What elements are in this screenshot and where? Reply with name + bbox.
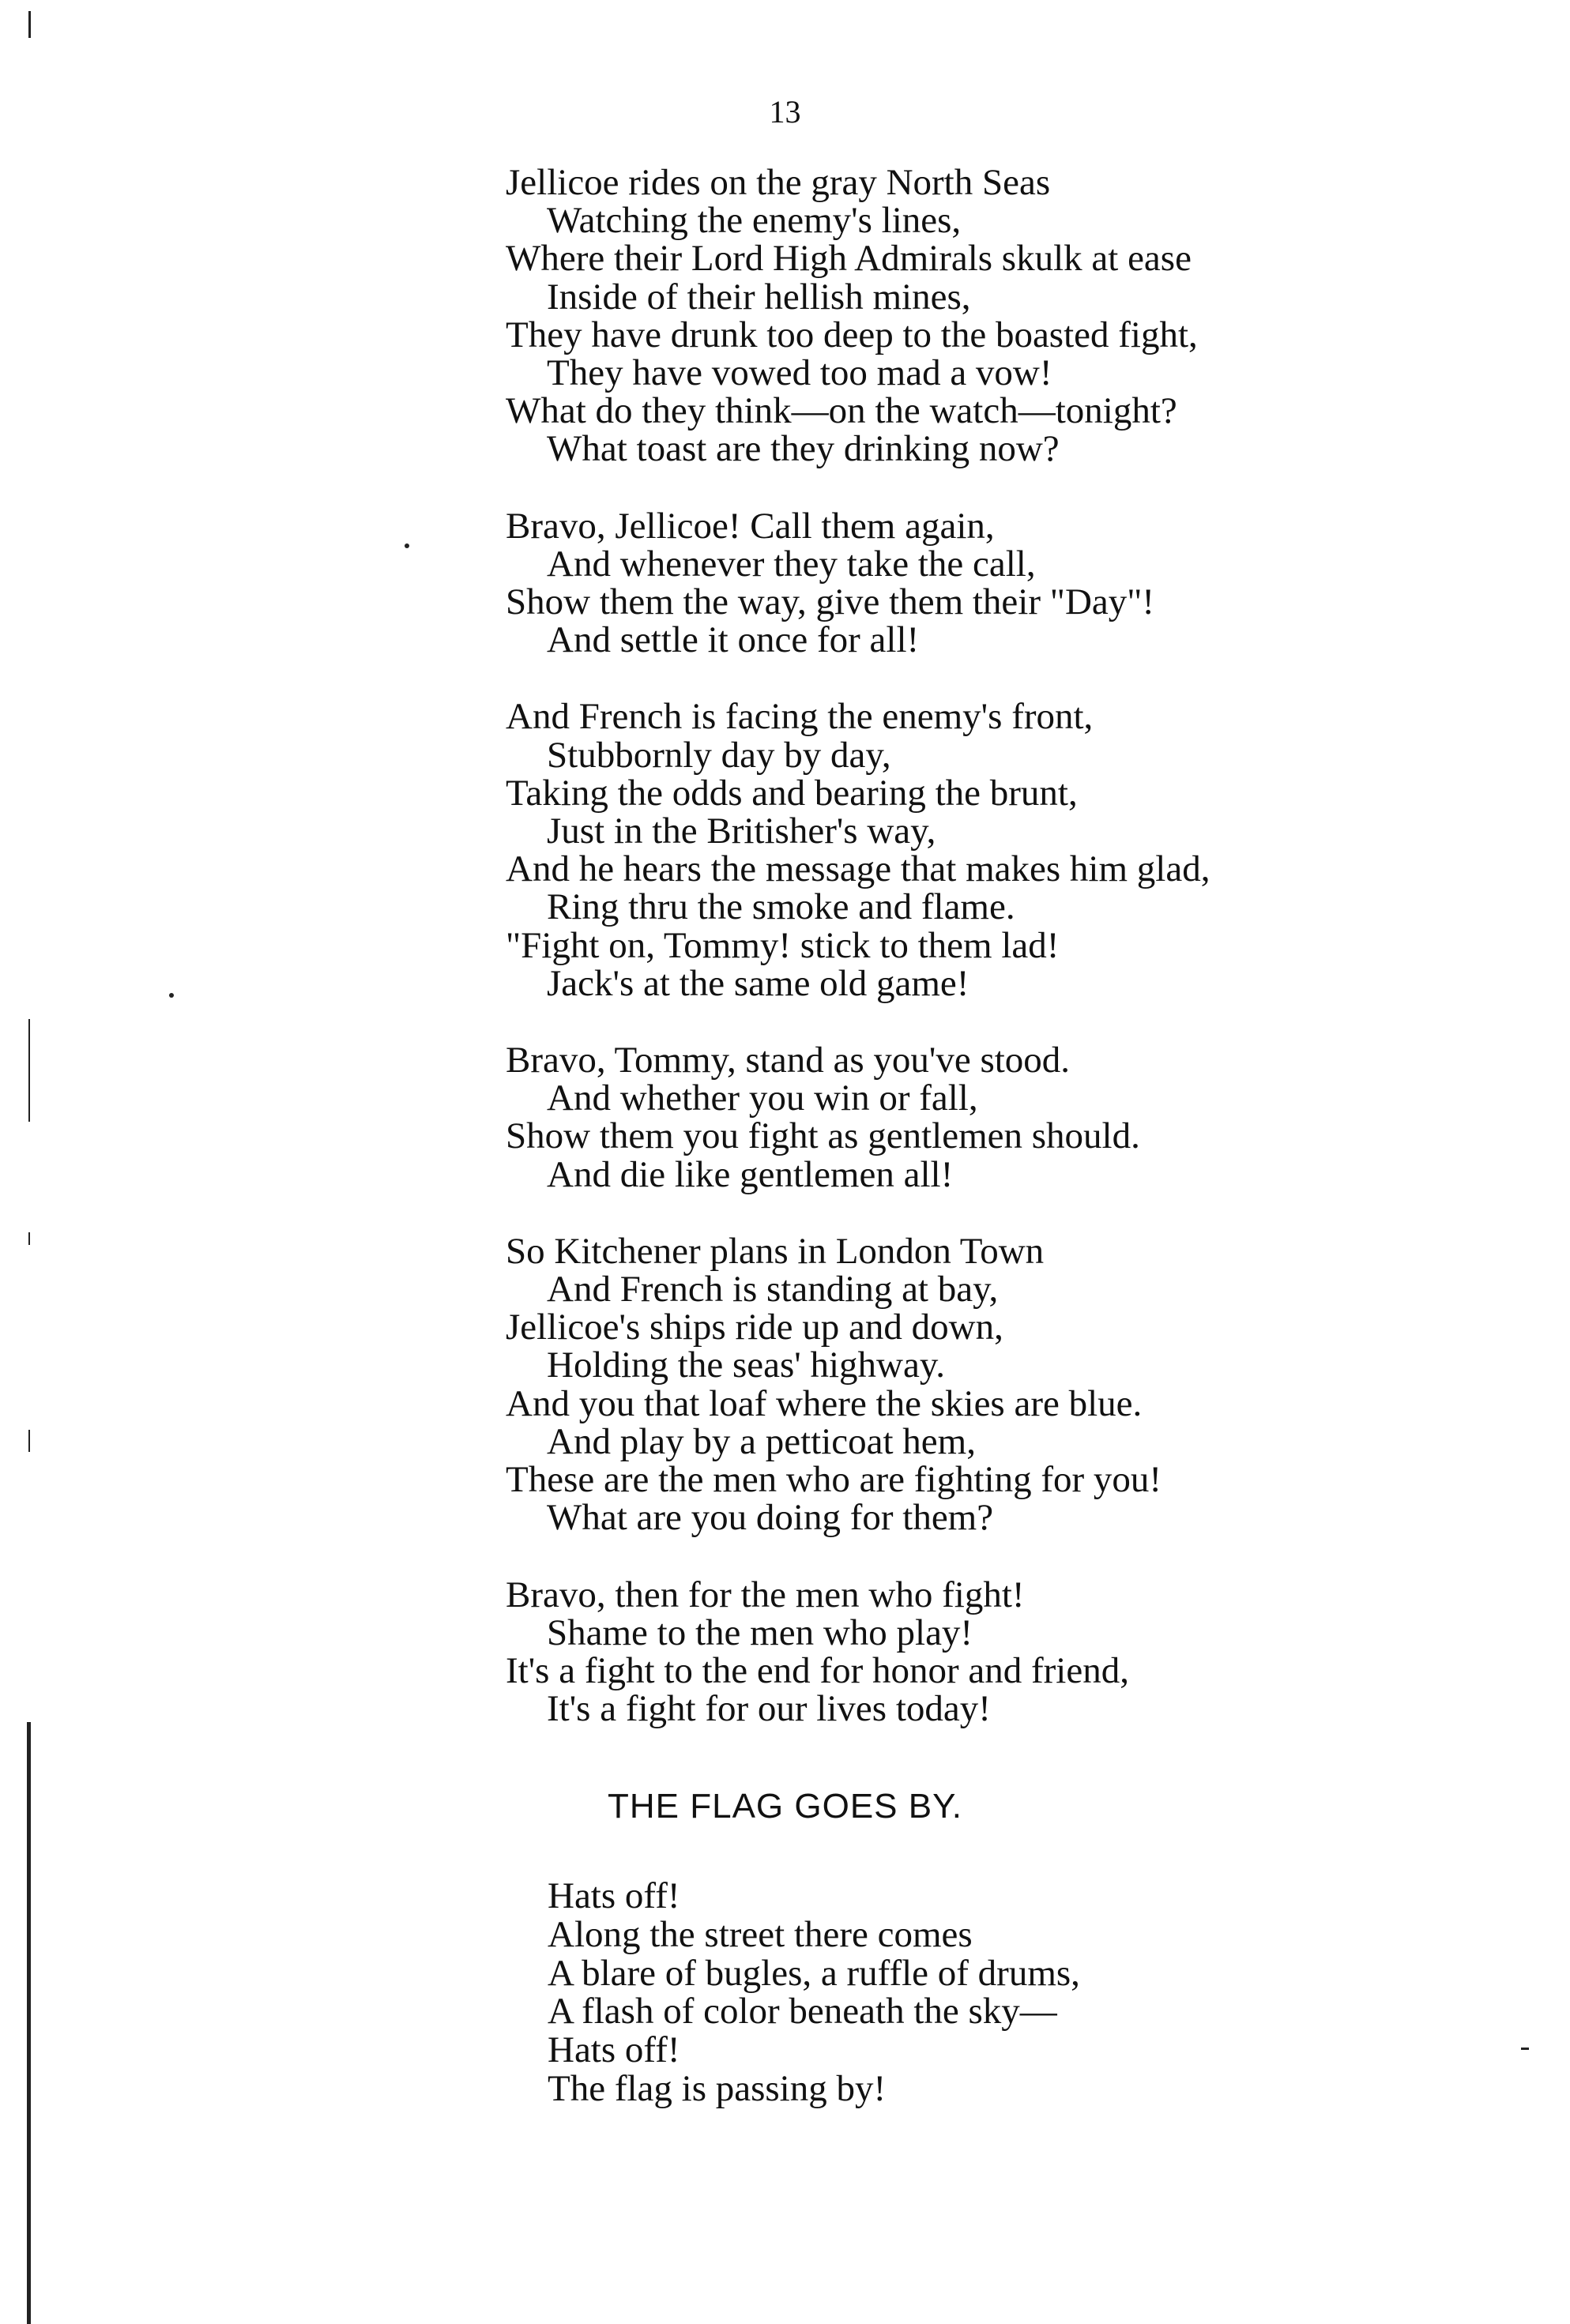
poem-line: Inside of their hellish mines, <box>547 276 971 318</box>
poem-line: Hats off! <box>548 1875 680 1916</box>
scan-mark <box>28 11 31 38</box>
poem-line: Show them you fight as gentlemen should. <box>506 1115 1140 1157</box>
poem-line: These are the men who are fighting for you! <box>506 1459 1162 1501</box>
second-poem <box>548 1877 1080 2108</box>
stanza <box>506 164 1414 468</box>
stanza <box>506 1232 1414 1537</box>
poem-line: Ring thru the smoke and flame. <box>547 886 1015 928</box>
poem-line: The flag is passing by! <box>548 2067 887 2109</box>
scan-mark <box>28 1232 30 1245</box>
scan-mark <box>28 1019 30 1122</box>
scan-mark <box>28 1430 30 1452</box>
poem-line: It's a fight for our lives today! <box>547 1688 991 1730</box>
scan-dot <box>405 543 409 548</box>
poem-line: And settle it once for all! <box>547 619 920 661</box>
poem-title: THE FLAG GOES BY. <box>608 1787 962 1826</box>
poem-line: They have drunk too deep to the boasted fight, <box>506 314 1198 355</box>
poem-line: A blare of bugles, a ruffle of drums, <box>548 1952 1080 1994</box>
scan-dot <box>1521 2048 1529 2050</box>
poem-line: Show them the way, give them their "Day"! <box>506 581 1155 623</box>
poem-line: Where their Lord High Admirals skulk at ease <box>506 238 1192 280</box>
poem-line: Hats off! <box>548 2029 680 2071</box>
poem-line: They have vowed too mad a vow! <box>547 352 1052 394</box>
poem-line: "Fight on, Tommy! stick to them lad! <box>506 924 1060 966</box>
poem-line: And French is standing at bay, <box>547 1269 999 1311</box>
poem-line: So Kitchener plans in London Town <box>506 1230 1045 1272</box>
poem-line: What do they think—on the watch—tonight? <box>506 390 1177 432</box>
poem-line: A flash of color beneath the sky— <box>548 1991 1057 2033</box>
page-number: 13 <box>769 94 801 130</box>
poem-line: Along the street there comes <box>548 1913 973 1955</box>
poem-line: Just in the Britisher's way, <box>547 810 936 852</box>
poem-line: And play by a petticoat hem, <box>547 1420 976 1462</box>
poem-line: Bravo, Tommy, stand as you've stood. <box>506 1040 1071 1081</box>
poem-line: And French is facing the enemy's front, <box>506 696 1094 738</box>
poem-line: And whether you win or fall, <box>547 1077 978 1119</box>
poem-line: What are you doing for them? <box>547 1497 994 1539</box>
stanza <box>506 698 1414 1002</box>
scan-dot <box>169 993 174 998</box>
poem-line: Jack's at the same old game! <box>547 962 969 1004</box>
poem-line: Bravo, then for the men who fight! <box>506 1574 1025 1615</box>
poem-line: Stubbornly day by day, <box>547 734 891 776</box>
stanza <box>506 1041 1414 1194</box>
poem-line: Jellicoe rides on the gray North Seas <box>506 162 1051 203</box>
poem-line: Watching the enemy's lines, <box>547 200 962 242</box>
poem-line: And die like gentlemen all! <box>547 1153 954 1195</box>
poem-line: Taking the odds and bearing the brunt, <box>506 772 1078 814</box>
poem-line: And he hears the message that makes him glad, <box>506 848 1210 890</box>
poem-line: It's a fight to the end for honor and friend, <box>506 1649 1129 1691</box>
poem-line: What toast are they drinking now? <box>547 428 1060 470</box>
poem-line: Bravo, Jellicoe! Call them again, <box>506 505 995 547</box>
poem-line: And whenever they take the call, <box>547 543 1036 585</box>
poem-line: Jellicoe's ships ride up and down, <box>506 1307 1003 1348</box>
poem-line: Shame to the men who play! <box>547 1611 973 1653</box>
poem <box>506 164 1414 1728</box>
poem-line: And you that loaf where the skies are blue. <box>506 1382 1143 1424</box>
stanza <box>506 507 1414 660</box>
poem-line: Holding the seas' highway. <box>547 1344 946 1386</box>
stanza <box>506 1576 1414 1728</box>
